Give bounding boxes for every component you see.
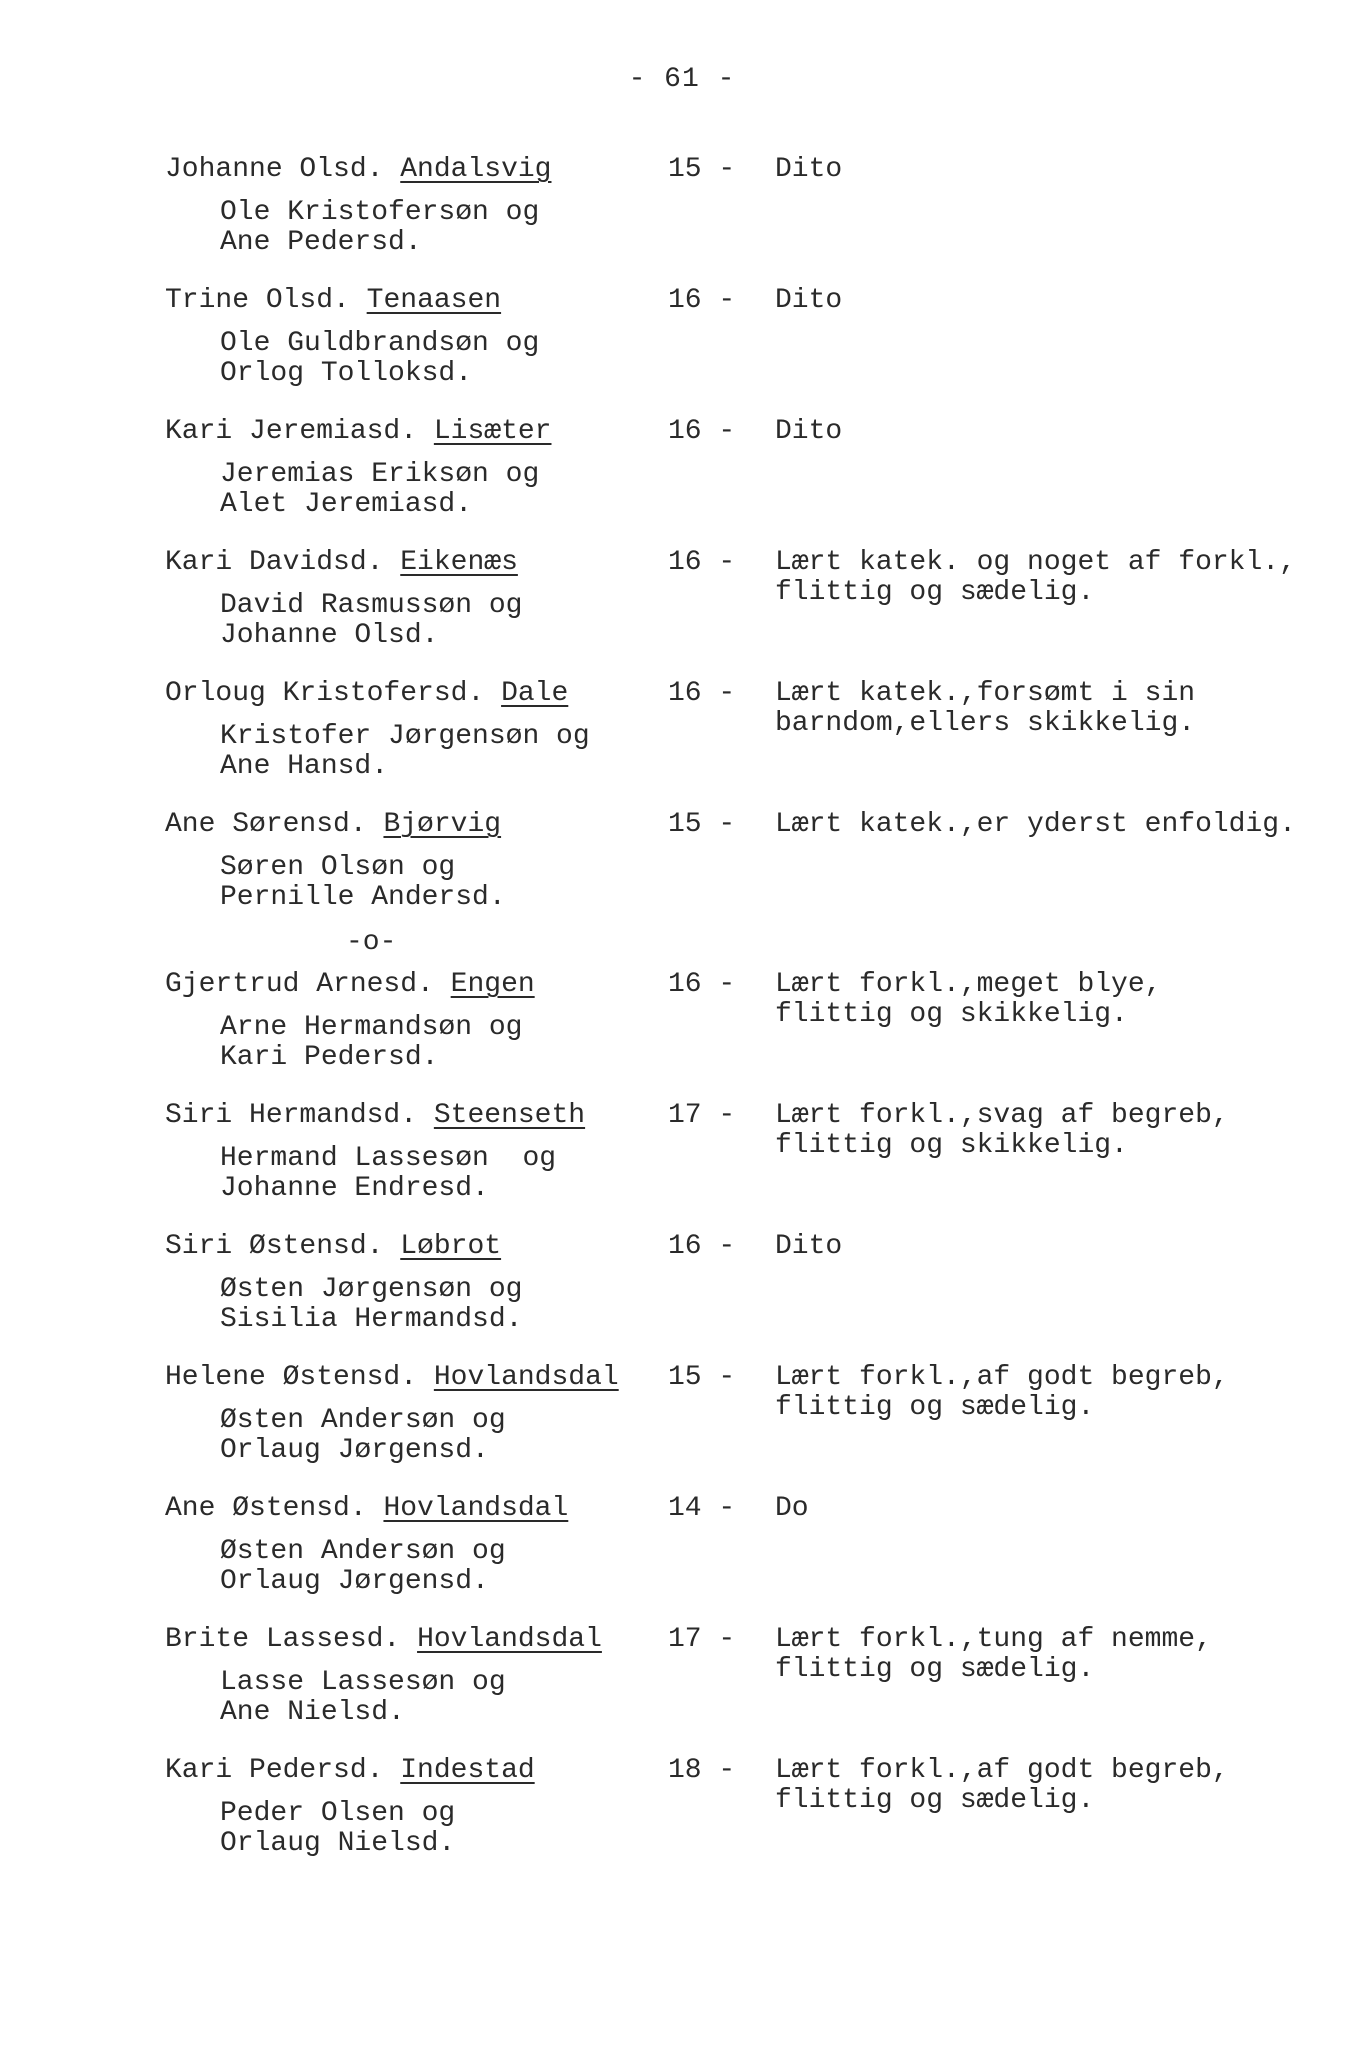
age: 16 - [668, 969, 736, 1000]
given-name: Brite Lassesd. [165, 1624, 401, 1655]
given-name: Gjertrud Arnesd. [165, 969, 434, 1000]
farm-name: Dale [501, 678, 569, 709]
remark: Dito [775, 285, 843, 316]
given-name: Kari Davidsd. [165, 547, 384, 578]
section-separator: -o- [346, 927, 397, 958]
age: 15 - [668, 1362, 736, 1393]
remark: Lært katek.,er yderst enfoldig. [775, 809, 1296, 840]
farm-name: Bjørvig [383, 809, 502, 840]
age: 17 - [668, 1624, 736, 1655]
farm-name: Hovlandsdal [433, 1362, 619, 1393]
given-name: Ane Sørensd. [165, 809, 367, 840]
age: 17 - [668, 1100, 736, 1131]
farm-name: Andalsvig [400, 154, 552, 185]
person-name [165, 1494, 568, 1524]
person-name [165, 548, 518, 578]
person-name [165, 417, 551, 447]
remark: Lært forkl.,meget blye, flittig og skikkelig. [775, 969, 1162, 1030]
given-name: Siri Hermandsd. [165, 1100, 418, 1131]
person-name [165, 1232, 501, 1262]
given-name: Kari Jeremiasd. [165, 416, 418, 447]
farm-name: Tenaasen [366, 285, 502, 316]
person-name [165, 970, 535, 1000]
farm-name: Hovlandsdal [417, 1624, 602, 1655]
farm-name: Engen [450, 969, 535, 1000]
age: 15 - [668, 809, 736, 840]
parents: Østen Jørgensøn og Sisilia Hermandsd. [220, 1274, 523, 1335]
farm-name: Indestad [400, 1755, 535, 1786]
farm-name: Hovlandsdal [383, 1493, 569, 1524]
person-name [165, 286, 501, 316]
person-name [165, 679, 568, 709]
remark: Lært forkl.,af godt begreb, flittig og sædelig. [775, 1755, 1229, 1816]
remark: Lært katek.,forsømt i sin barndom,ellers skikkelig. [775, 678, 1196, 739]
given-name: Helene Østensd. [165, 1362, 418, 1393]
given-name: Siri Østensd. [165, 1231, 384, 1262]
parents: Jeremias Eriksøn og Alet Jeremiasd. [220, 459, 540, 520]
given-name: Johanne Olsd. [165, 154, 384, 185]
remark: Lært katek. og noget af forkl., flittig og sædelig. [775, 547, 1296, 608]
parents: Kristofer Jørgensøn og Ane Hansd. [220, 721, 590, 782]
age: 16 - [668, 416, 736, 447]
given-name: Trine Olsd. [165, 285, 350, 316]
age: 16 - [668, 1231, 736, 1262]
parents: Ole Kristofersøn og Ane Pedersd. [220, 197, 540, 258]
person-name [165, 1101, 585, 1131]
given-name: Ane Østensd. [165, 1493, 367, 1524]
given-name: Kari Pedersd. [165, 1755, 384, 1786]
farm-name: Løbrot [400, 1231, 502, 1262]
parents: David Rasmussøn og Johanne Olsd. [220, 590, 523, 651]
remark: Lært forkl.,svag af begreb, flittig og skikkelig. [775, 1100, 1229, 1161]
age: 15 - [668, 154, 736, 185]
parents: Arne Hermandsøn og Kari Pedersd. [220, 1012, 523, 1073]
person-name [165, 810, 501, 840]
age: 16 - [668, 678, 736, 709]
page-number: - 61 - [628, 64, 736, 95]
remark: Do [775, 1493, 809, 1524]
person-name [165, 1756, 535, 1786]
parents: Peder Olsen og Orlaug Nielsd. [220, 1798, 456, 1859]
farm-name: Eikenæs [400, 547, 518, 578]
age: 16 - [668, 547, 736, 578]
person-name [165, 1363, 619, 1393]
remark: Lært forkl.,af godt begreb, flittig og sædelig. [775, 1362, 1229, 1423]
remark: Dito [775, 1231, 843, 1262]
parents: Søren Olsøn og Pernille Andersd. [220, 852, 506, 913]
parents: Lasse Lassesøn og Ane Nielsd. [220, 1667, 506, 1728]
age: 18 - [668, 1755, 736, 1786]
remark: Lært forkl.,tung af nemme, flittig og sædelig. [775, 1624, 1212, 1685]
parents: Østen Andersøn og Orlaug Jørgensd. [220, 1536, 506, 1597]
person-name [165, 155, 551, 185]
parents: Østen Andersøn og Orlaug Jørgensd. [220, 1405, 506, 1466]
parents: Ole Guldbrandsøn og Orlog Tolloksd. [220, 328, 540, 389]
farm-name: Steenseth [433, 1100, 586, 1131]
age: 14 - [668, 1493, 736, 1524]
age: 16 - [668, 285, 736, 316]
remark: Dito [775, 154, 843, 185]
person-name [165, 1625, 602, 1655]
given-name: Orloug Kristofersd. [165, 678, 485, 709]
farm-name: Lisæter [433, 416, 552, 447]
parents: Hermand Lassesøn og Johanne Endresd. [220, 1143, 557, 1204]
remark: Dito [775, 416, 843, 447]
